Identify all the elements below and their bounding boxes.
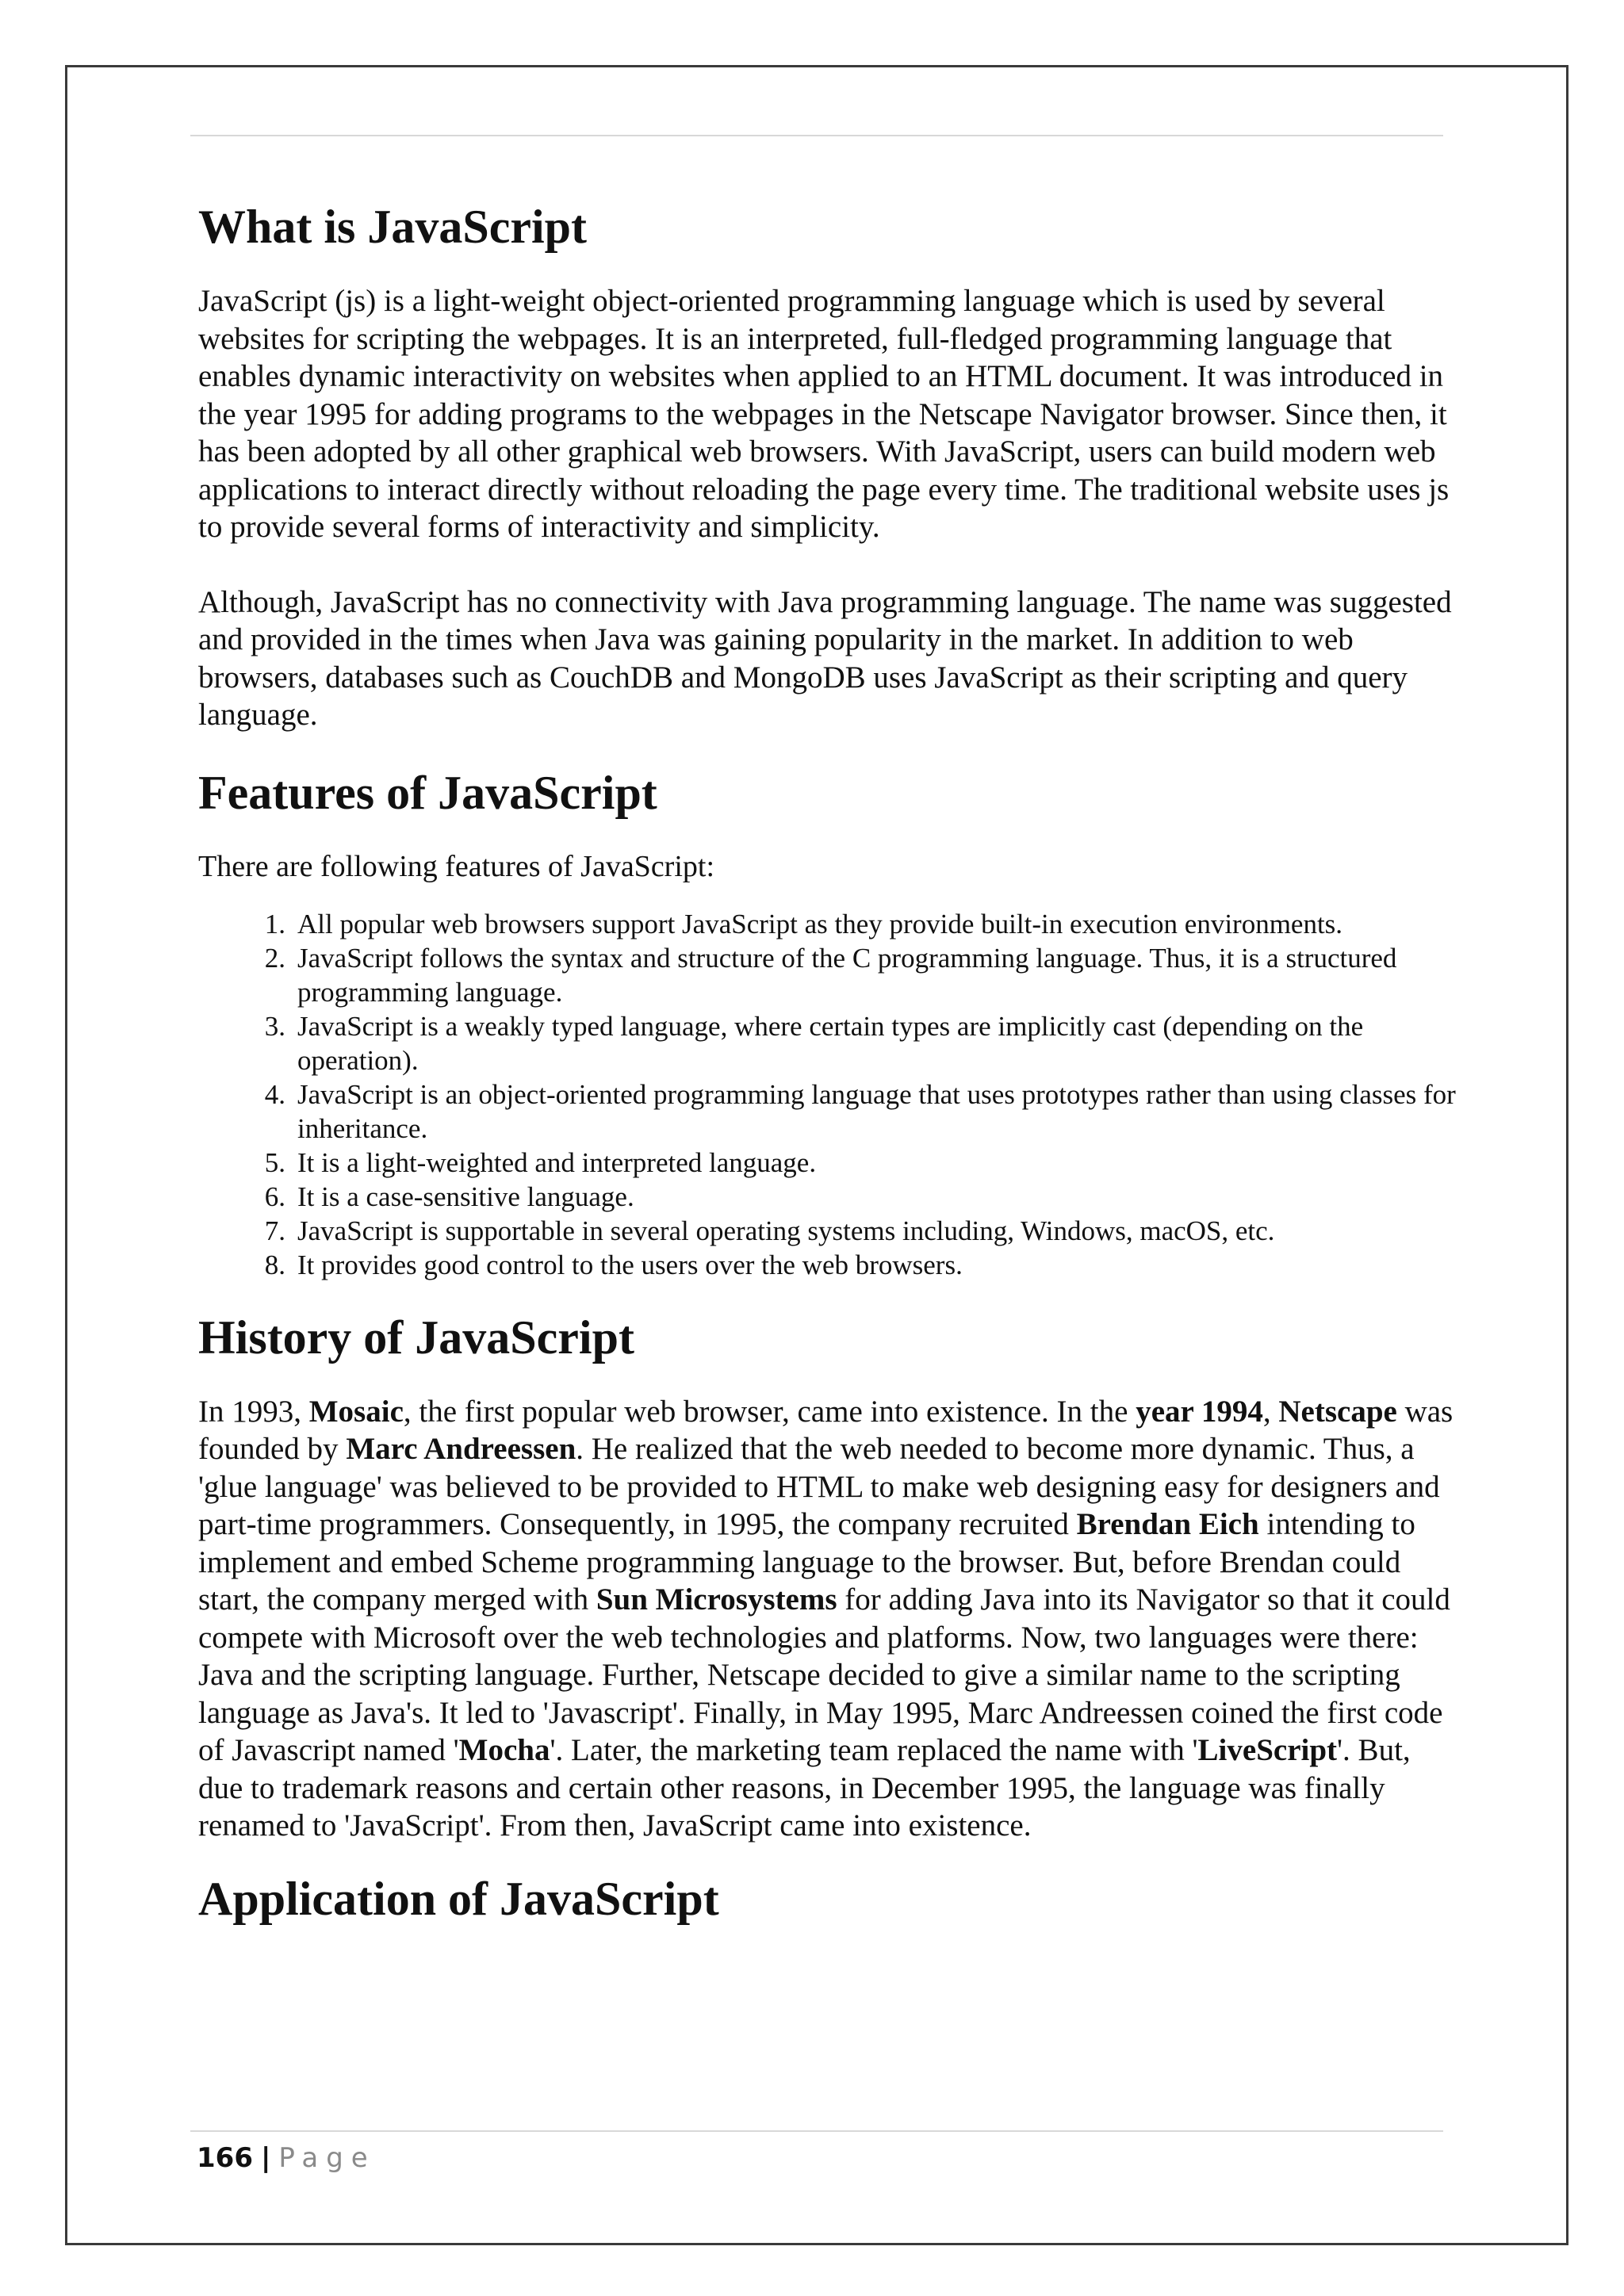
heading-application: Application of JavaScript bbox=[198, 1872, 719, 1925]
page-number: 166 bbox=[197, 2142, 253, 2174]
list-item-number: 1. bbox=[264, 908, 285, 939]
list-item-text: It is a light-weighted and interpreted language. bbox=[297, 1146, 817, 1178]
page-footer bbox=[197, 2142, 376, 2174]
list-item-number: 7. bbox=[264, 1215, 285, 1246]
history-bold-eich: Brendan Eich bbox=[1076, 1507, 1259, 1541]
history-text: '. But, due to trademark reasons and certain other reasons, in December 1995, the language was finally renamed to 'JavaScript'. From then, JavaScript came into existence. bbox=[198, 1733, 1411, 1843]
history-text: for adding Java into its Navigator so that it could compete with Microsoft over the web technologies and platforms. Now, two languages were there: Java and the scripting language. Further, Netscape decided to give a similar name to the scripting language as Java's. It led to 'Javascript'. Finally, in May 1995, Marc Andreessen coined the first code of Javascript named ' bbox=[198, 1582, 1450, 1767]
history-text: intending to implement and embed Scheme programming language to the browser. But, before Brendan could start, the company merged with bbox=[198, 1507, 1415, 1617]
document-body bbox=[198, 198, 1459, 1927]
list-item-text: It is a case-sensitive language. bbox=[297, 1181, 634, 1212]
list-item-text: JavaScript is supportable in several operating systems including, Windows, macOS, etc. bbox=[297, 1215, 1275, 1246]
list-item-text: JavaScript is an object-oriented programming language that uses prototypes rather than using classes for inheritance. bbox=[297, 1078, 1456, 1144]
list-item bbox=[198, 1009, 1459, 1077]
paragraph-history bbox=[198, 1393, 1459, 1845]
history-bold-mocha: Mocha bbox=[458, 1733, 550, 1767]
history-bold-andreessen: Marc Andreessen bbox=[346, 1432, 576, 1466]
features-intro: There are following features of JavaScript: bbox=[198, 849, 715, 883]
heading-what-is-javascript: What is JavaScript bbox=[198, 201, 588, 253]
list-item-number: 6. bbox=[264, 1181, 285, 1212]
history-text: '. Later, the marketing team replaced the name with ' bbox=[550, 1733, 1198, 1767]
list-item bbox=[198, 1214, 1459, 1248]
footer-rule bbox=[190, 2130, 1443, 2132]
list-item bbox=[198, 907, 1459, 941]
page-separator: | bbox=[260, 2142, 271, 2174]
list-item bbox=[198, 1077, 1459, 1146]
list-item-text: JavaScript is a weakly typed language, where certain types are implicitly cast (depending on the operation). bbox=[297, 1010, 1364, 1076]
list-item-number: 4. bbox=[264, 1078, 285, 1110]
history-bold-netscape: Netscape bbox=[1278, 1394, 1397, 1429]
heading-history: History of JavaScript bbox=[198, 1311, 634, 1364]
paragraph-what-2: Although, JavaScript has no connectivity with Java programming language. The name was suggested and provided in the times when Java was gaining popularity in the market. In addition to web browsers, databases such as CouchDB and MongoDB uses JavaScript as their scripting and query language. bbox=[198, 584, 1452, 732]
heading-features: Features of JavaScript bbox=[198, 766, 657, 819]
page-label: Page bbox=[278, 2142, 376, 2174]
list-item-number: 8. bbox=[264, 1249, 285, 1280]
history-bold-sun: Sun Microsystems bbox=[596, 1582, 837, 1617]
list-item-number: 2. bbox=[264, 942, 285, 974]
history-bold-year: year 1994 bbox=[1136, 1394, 1263, 1429]
history-text: , the first popular web browser, came into existence. In the bbox=[403, 1394, 1136, 1429]
list-item bbox=[198, 1180, 1459, 1214]
list-item-text: It provides good control to the users over the web browsers. bbox=[297, 1249, 963, 1280]
list-item-number: 5. bbox=[264, 1146, 285, 1178]
list-item-text: All popular web browsers support JavaScript as they provide built-in execution environments. bbox=[297, 908, 1343, 939]
history-text: . He realized that the web needed to become more dynamic. Thus, a 'glue language' was believed to be provided to HTML to make web designing easy for designers and part-time programmers. Consequently, in 1995, the company recruited bbox=[198, 1432, 1440, 1541]
list-item bbox=[198, 1248, 1459, 1282]
history-bold-livescript: LiveScript bbox=[1197, 1733, 1338, 1767]
history-text: , bbox=[1262, 1394, 1279, 1429]
history-text: was founded by bbox=[198, 1394, 1454, 1466]
features-list bbox=[198, 907, 1459, 1282]
history-text: In 1993, bbox=[198, 1394, 309, 1429]
history-bold-mosaic: Mosaic bbox=[308, 1394, 404, 1429]
list-item-number: 3. bbox=[264, 1010, 285, 1042]
list-item-text: JavaScript follows the syntax and structure of the C programming language. Thus, it is a structured programming language. bbox=[297, 942, 1397, 1008]
list-item bbox=[198, 1146, 1459, 1180]
header-rule bbox=[190, 135, 1443, 136]
paragraph-what-1: JavaScript (js) is a light-weight object-oriented programming language which is used by several websites for scripting the webpages. It is an interpreted, full-fledged programming language that enables dynamic interactivity on websites when applied to an HTML document. It was introduced in the year 1995 for adding programs to the webpages in the Netscape Navigator browser. Since then, it has been adopted by all other graphical web browsers. With JavaScript, users can build modern web applications to interact directly without reloading the page every time. The traditional website uses js to provide several forms of interactivity and simplicity. bbox=[198, 284, 1450, 544]
list-item bbox=[198, 941, 1459, 1009]
